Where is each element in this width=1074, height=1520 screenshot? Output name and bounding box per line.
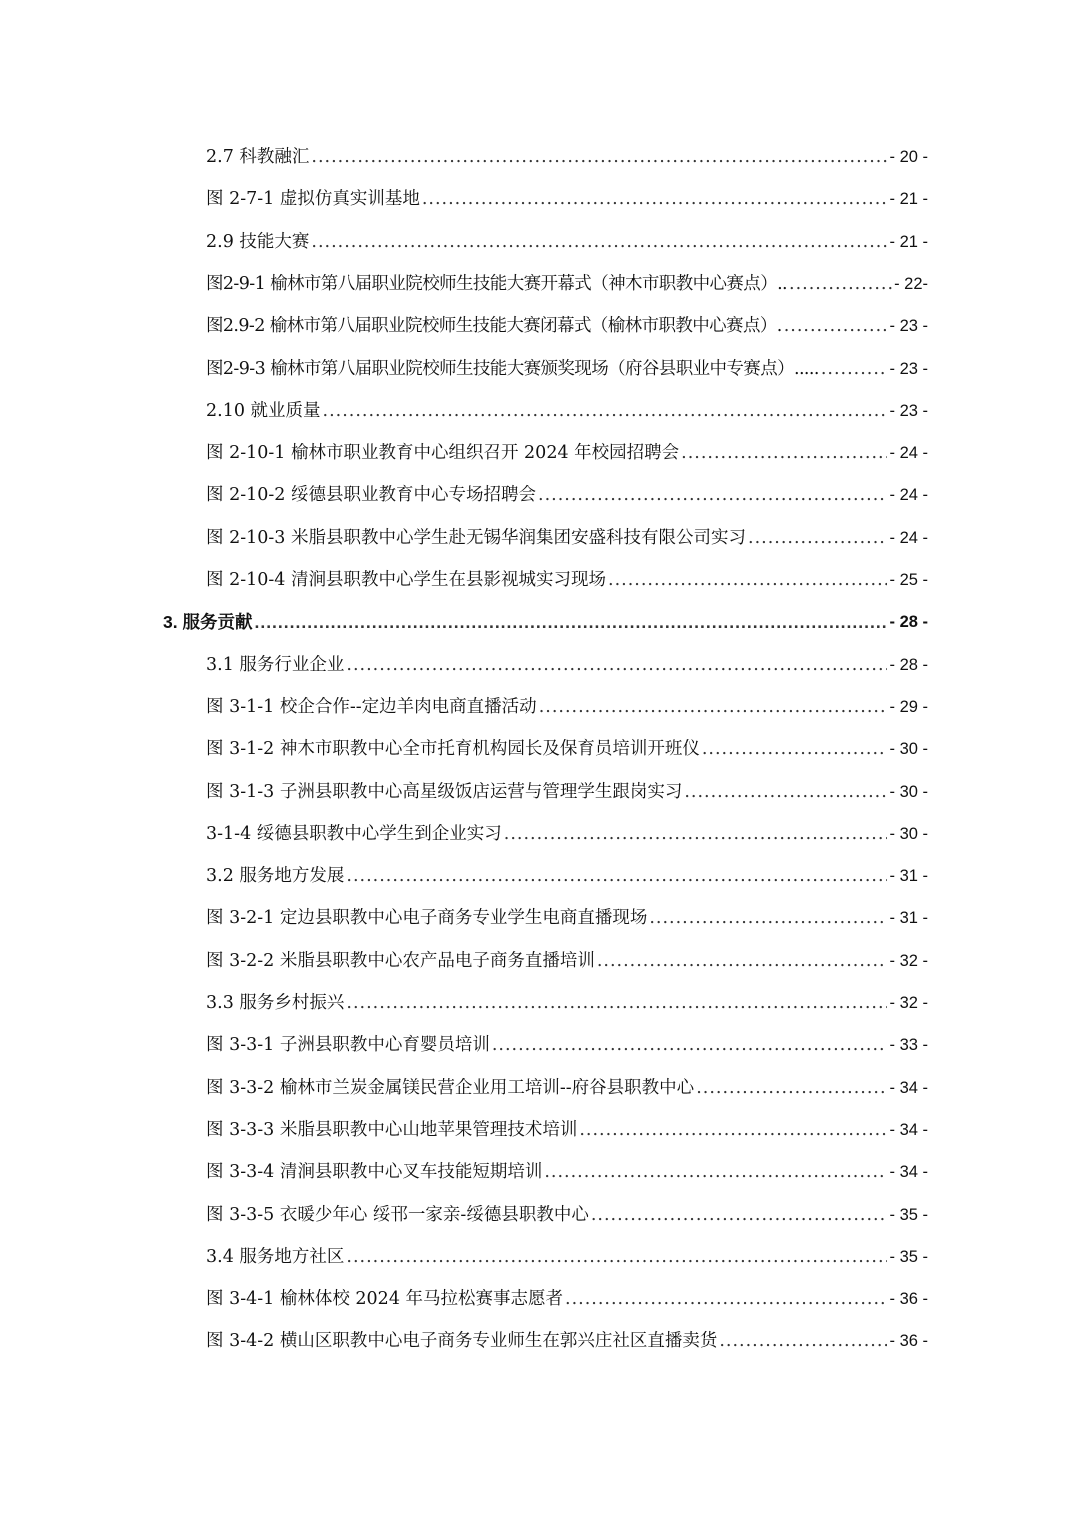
toc-dot-leader [649,907,887,929]
toc-entry-page-number: - 36 - [889,1290,928,1309]
toc-entry-page-number: - 28 - [889,613,928,632]
toc-dot-leader [579,1119,887,1141]
toc-dot-leader [591,1204,888,1226]
toc-entry[interactable] [206,225,928,253]
toc-dot-leader [311,231,887,253]
toc-dot-leader [681,442,887,464]
toc-entry-page-number: - 22- [894,274,928,293]
toc-entry[interactable] [206,1240,928,1268]
toc-entry-title: 图 3-3-2 榆林市兰炭金属镁民营企业用工培训--府谷县职教中心 [206,1077,695,1098]
toc-entry-title: 图 2-7-1 虚拟仿真实训基地 [206,189,420,210]
toc-entry-page-number: - 32 - [889,951,928,970]
toc-entry[interactable] [206,986,928,1014]
toc-entry[interactable] [206,182,928,210]
toc-entry[interactable] [206,859,928,887]
toc-dot-leader [539,696,888,718]
toc-entry[interactable] [206,1155,928,1183]
toc-entry[interactable] [206,690,928,718]
toc-entry[interactable] [206,1282,928,1310]
toc-dot-leader [565,1288,887,1310]
toc-dot-leader [789,273,892,295]
toc-entry[interactable] [206,436,928,464]
toc-entry-title: 图 3-4-1 榆林体校 2024 年马拉松赛事志愿者 [206,1289,564,1310]
toc-entry-title: 图 3-2-2 米脂县职教中心农产品电子商务直播培训 [206,950,595,971]
toc-entry[interactable] [206,563,928,591]
toc-entry[interactable] [206,352,928,380]
toc-entry[interactable] [206,732,928,760]
toc-entry-title: 图 3-1-1 校企合作--定边羊肉电商直播活动 [206,696,537,717]
toc-dot-leader [597,950,888,972]
toc-entry-title: 图 3-4-2 横山区职教中心电子商务专业师生在郭兴庄社区直播卖货 [206,1331,718,1352]
toc-entry-page-number: - 32 - [889,994,928,1012]
toc-dot-leader [538,484,887,506]
toc-entry-page-number: - 33 - [889,1036,928,1055]
toc-entry-page-number: - 23 - [889,359,928,378]
toc-dot-leader [311,146,887,168]
toc-entry-title: 3.3 服务乡村振兴 [206,993,345,1013]
toc-entry-title: 图 3-3-1 子洲县职教中心育婴员培训 [206,1035,490,1056]
toc-entry[interactable] [206,394,928,422]
toc-entry[interactable] [206,901,928,929]
toc-entry-title: 3.4 服务地方社区 [206,1246,345,1267]
toc-entry[interactable] [206,1324,928,1352]
toc-entry[interactable] [206,267,928,295]
toc-entry-title: 图 3-2-1 定边县职教中心电子商务专业学生电商直播现场 [206,908,648,929]
toc-dot-leader [821,358,888,380]
toc-dot-leader [702,738,888,760]
toc-entry-page-number: - 34 - [889,1078,928,1097]
toc-entry-page-number: - 36 - [889,1332,928,1351]
toc-entry-title: 图 3-3-5 衣暖少年心 绥邗一家亲-绥德县职教中心 [206,1204,589,1225]
toc-entry-title: 3-1-4 绥德县职教中心学生到企业实习 [206,823,502,844]
toc-dot-leader [684,781,887,803]
toc-entry-page-number: - 30 - [889,740,928,759]
toc-entry-title: 图 2-10-1 榆林市职业教育中心组织召开 2024 年校园招聘会 [206,443,680,464]
toc-dot-leader [748,527,887,549]
toc-entry[interactable] [206,478,928,506]
toc-entry-title: 图2-9-1 榆林市第八届职业院校师生技能大赛开幕式（神木市职教中心赛点）.. [206,273,788,294]
toc-dot-leader [784,315,888,337]
toc-entry-page-number: - 28 - [889,655,928,674]
toc-entry[interactable] [206,1071,928,1099]
toc-entry-title: 图 3-1-3 子洲县职教中心高星级饭店运营与管理学生跟岗实习 [206,781,683,802]
toc-entry-page-number: - 31 - [889,867,928,886]
toc-dot-leader [719,1330,887,1352]
toc-entry-page-number: - 23 - [889,401,928,420]
toc-entry-title: 图2.9-2 榆林市第八届职业院校师生技能大赛闭幕式（榆林市职教中心赛点）. [206,316,782,337]
toc-entry-page-number: - 31 - [889,909,928,928]
toc-dot-leader [346,865,887,887]
toc-entry-page-number: - 25 - [889,571,928,589]
toc-dot-leader [422,188,888,210]
toc-entry-title: 图 3-3-3 米脂县职教中心山地苹果管理技术培训 [206,1119,578,1140]
toc-entry[interactable] [206,1028,928,1056]
toc-entry-page-number: - 34 - [889,1163,928,1182]
toc-entry-page-number: - 23 - [889,317,928,336]
toc-entry-title: 3.1 服务行业企业 [206,654,345,675]
toc-entry-page-number: - 20 - [889,148,928,166]
toc-entry-page-number: - 21 - [889,190,928,209]
toc-entry-title: 图2-9-3 榆林市第八届职业院校师生技能大赛颁奖现场（府谷县职业中专赛点）..... [206,358,819,379]
toc-entry-title: 2.9 技能大赛 [206,231,310,252]
toc-entry[interactable] [206,775,928,803]
toc-dot-leader [544,1161,887,1183]
toc-entry[interactable] [206,944,928,972]
toc-dot-leader [608,569,887,591]
toc-entry-page-number: - 21 - [889,232,928,251]
toc-entry-title: 3.2 服务地方发展 [206,866,345,887]
toc-entry-title: 2.10 就业质量 [206,400,321,421]
toc-dot-leader [254,611,887,633]
toc-entry-page-number: - 24 - [889,444,928,463]
toc-entry[interactable] [163,605,928,633]
toc-entry-page-number: - 30 - [889,782,928,801]
toc-entry-title: 图 2-10-3 米脂县职教中心学生赴无锡华润集团安盛科技有限公司实习 [206,527,746,548]
toc-entry[interactable] [206,817,928,845]
toc-entry-title: 图 3-1-2 神木市职教中心全市托育机构园长及保育员培训开班仪 [206,739,700,760]
toc-entry[interactable] [206,1113,928,1141]
toc-dot-leader [696,1077,887,1099]
toc-entry-page-number: - 35 - [889,1247,928,1266]
toc-entry[interactable] [206,1198,928,1226]
toc-entry[interactable] [206,521,928,549]
toc-dot-leader [346,654,887,676]
toc-dot-leader [492,1034,888,1056]
toc-dot-leader [504,823,888,845]
toc-entry-page-number: - 35 - [889,1205,928,1224]
toc-entry-title: 2.7 科教融汇 [206,147,310,167]
toc-entry-page-number: - 34 - [889,1120,928,1139]
toc-entry[interactable] [206,140,928,168]
toc-entry-page-number: - 24 - [889,528,928,547]
toc-entry-title: 图 3-3-4 清涧县职教中心叉车技能短期培训 [206,1162,543,1183]
toc-entry[interactable] [206,309,928,337]
toc-entry-page-number: - 30 - [889,824,928,843]
toc-entry-title: 图 2-10-4 清涧县职教中心学生在县影视城实习现场 [206,570,606,590]
toc-entry-page-number: - 24 - [889,486,928,505]
toc-entry-title: 3. 服务贡献 [163,612,253,633]
toc-dot-leader [346,1246,887,1268]
toc-dot-leader [323,400,888,422]
toc-dot-leader [346,992,887,1014]
toc-entry[interactable] [206,648,928,676]
toc-entry-title: 图 2-10-2 绥德县职业教育中心专场招聘会 [206,485,536,506]
toc-entry-page-number: - 29 - [889,697,928,716]
